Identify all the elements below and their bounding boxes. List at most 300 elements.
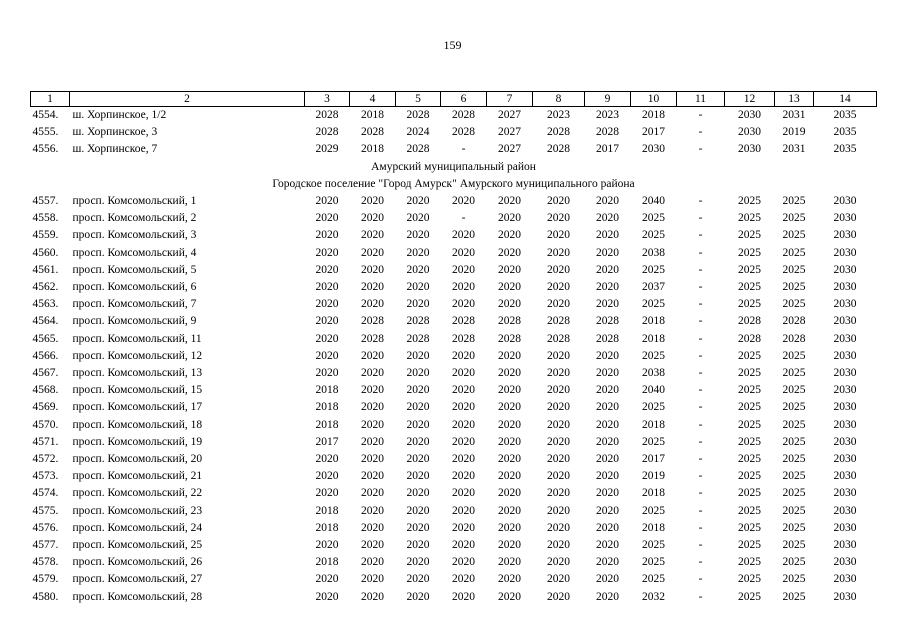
year-cell: 2020 — [406, 418, 430, 431]
year-cell: 2020 — [315, 246, 339, 259]
year-cell: 2028 — [738, 315, 761, 328]
year-cell: 2023 — [596, 109, 619, 121]
year-cell: 2020 — [361, 298, 384, 311]
year-cell: 2025 — [782, 384, 806, 397]
year-cell: 2025 — [782, 246, 806, 259]
year-cell: 2020 — [547, 590, 570, 603]
year-cell: 2020 — [596, 263, 619, 276]
header-cell: 6 — [441, 92, 487, 107]
year-cell: 2025 — [782, 435, 806, 448]
year-cell: 2030 — [833, 298, 857, 311]
table-row — [31, 331, 877, 348]
year-cell: 2025 — [782, 487, 806, 500]
year-cell: 2020 — [498, 573, 521, 586]
year-cell: - — [698, 229, 703, 242]
row-number: 4568. — [32, 384, 59, 397]
year-cell: 2025 — [642, 504, 665, 517]
year-cell: 2025 — [782, 573, 806, 586]
year-cell: 2020 — [498, 349, 521, 362]
table-row — [31, 468, 877, 485]
year-cell: 2020 — [361, 401, 384, 414]
year-cell: 2025 — [642, 298, 665, 311]
year-cell: 2025 — [642, 212, 665, 225]
year-cell: 2020 — [498, 470, 521, 483]
year-cell: 2020 — [547, 453, 570, 466]
year-cell: 2020 — [406, 539, 430, 552]
year-cell: 2025 — [782, 212, 806, 225]
address-cell: просп. Комсомольский, 12 — [72, 349, 203, 362]
year-cell: 2025 — [738, 298, 761, 311]
year-cell: 2025 — [782, 418, 806, 431]
year-cell: 2020 — [361, 521, 384, 534]
year-cell: 2030 — [833, 504, 857, 517]
year-cell: - — [698, 349, 703, 362]
address-cell: просп. Комсомольский, 1 — [72, 195, 197, 208]
row-number: 4566. — [32, 349, 59, 362]
year-cell: 2020 — [498, 521, 521, 534]
year-cell: 2020 — [406, 573, 430, 586]
address-cell: просп. Комсомольский, 15 — [72, 384, 203, 397]
year-cell: 2038 — [642, 246, 665, 259]
year-cell: 2020 — [361, 435, 384, 448]
year-cell: 2020 — [315, 332, 339, 345]
year-cell: 2020 — [596, 418, 619, 431]
address-cell: просп. Комсомольский, 11 — [72, 332, 202, 345]
year-cell: 2020 — [361, 195, 384, 208]
table-row — [31, 571, 877, 588]
row-number: 4559. — [32, 229, 59, 242]
year-cell: 2030 — [738, 109, 761, 121]
year-cell: 2028 — [547, 315, 570, 328]
year-cell: 2020 — [361, 418, 384, 431]
year-cell: 2035 — [833, 143, 857, 156]
year-cell: - — [698, 590, 703, 603]
year-cell: 2018 — [361, 143, 384, 156]
year-cell: 2038 — [642, 367, 665, 380]
year-cell: 2025 — [642, 539, 665, 552]
year-cell: 2030 — [833, 401, 857, 414]
year-cell: 2028 — [452, 332, 475, 345]
year-cell: 2018 — [642, 487, 665, 500]
year-cell: - — [698, 315, 703, 328]
year-cell: 2040 — [642, 384, 665, 397]
header-cell: 9 — [585, 92, 631, 107]
section-row — [31, 159, 877, 176]
year-cell: 2028 — [782, 315, 806, 328]
year-cell: 2020 — [315, 298, 339, 311]
year-cell: 2020 — [498, 367, 521, 380]
year-cell: 2025 — [738, 212, 761, 225]
header-cell: 2 — [70, 92, 305, 107]
year-cell: 2020 — [452, 281, 475, 294]
year-cell: 2020 — [547, 229, 570, 242]
year-cell: 2020 — [315, 590, 339, 603]
year-cell: 2035 — [833, 126, 857, 139]
address-cell: просп. Комсомольский, 26 — [72, 556, 203, 569]
year-cell: 2020 — [361, 539, 384, 552]
year-cell: 2028 — [547, 332, 570, 345]
year-cell: 2020 — [498, 246, 521, 259]
year-cell: 2032 — [642, 590, 665, 603]
year-cell: 2020 — [596, 384, 619, 397]
year-cell: 2020 — [315, 195, 339, 208]
year-cell: 2028 — [406, 315, 430, 328]
row-number: 4556. — [32, 143, 59, 156]
year-cell: 2025 — [782, 521, 806, 534]
year-cell: 2020 — [406, 195, 430, 208]
year-cell: 2020 — [406, 263, 430, 276]
year-cell: 2020 — [361, 487, 384, 500]
year-cell: 2030 — [833, 212, 857, 225]
year-cell: 2023 — [547, 109, 570, 121]
year-cell: 2030 — [833, 281, 857, 294]
year-cell: 2025 — [738, 367, 761, 380]
year-cell: 2025 — [782, 539, 806, 552]
table-row — [31, 279, 877, 296]
year-cell: 2030 — [642, 143, 665, 156]
address-cell: просп. Комсомольский, 6 — [72, 281, 197, 294]
year-cell: 2035 — [833, 109, 857, 121]
year-cell: 2030 — [833, 384, 857, 397]
year-cell: 2020 — [596, 487, 619, 500]
year-cell: 2030 — [833, 435, 857, 448]
year-cell: - — [698, 401, 703, 414]
row-number: 4576. — [32, 521, 59, 534]
address-cell: просп. Комсомольский, 22 — [72, 487, 203, 500]
year-cell: 2028 — [361, 332, 384, 345]
row-number: 4573. — [32, 470, 59, 483]
year-cell: 2028 — [406, 332, 430, 345]
year-cell: 2025 — [782, 298, 806, 311]
year-cell: - — [698, 487, 703, 500]
year-cell: 2040 — [642, 195, 665, 208]
year-cell: 2025 — [738, 539, 761, 552]
header-cell: 8 — [533, 92, 585, 107]
year-cell: 2030 — [833, 332, 857, 345]
year-cell: 2030 — [833, 246, 857, 259]
year-cell: 2030 — [833, 367, 857, 380]
year-cell: 2020 — [498, 418, 521, 431]
year-cell: 2025 — [782, 453, 806, 466]
table-row — [31, 193, 877, 210]
row-number: 4569. — [32, 401, 59, 414]
year-cell: 2030 — [833, 229, 857, 242]
year-cell: 2028 — [452, 315, 475, 328]
table-row — [31, 503, 877, 520]
address-cell: ш. Хорпинское, 3 — [72, 126, 158, 139]
year-cell: 2020 — [315, 573, 339, 586]
year-cell: 2020 — [406, 298, 430, 311]
year-cell: 2020 — [547, 281, 570, 294]
table-row — [31, 348, 877, 365]
year-cell: 2020 — [406, 281, 430, 294]
year-cell: - — [698, 143, 703, 156]
year-cell: 2020 — [452, 521, 475, 534]
year-cell: 2025 — [738, 418, 761, 431]
row-number: 4563. — [32, 298, 59, 311]
year-cell: 2020 — [406, 212, 430, 225]
year-cell: 2020 — [406, 435, 430, 448]
row-number: 4572. — [32, 453, 59, 466]
address-cell: просп. Комсомольский, 4 — [72, 246, 197, 259]
year-cell: - — [698, 281, 703, 294]
year-cell: 2020 — [596, 504, 619, 517]
year-cell: 2028 — [547, 143, 570, 156]
year-cell: - — [698, 246, 703, 259]
year-cell: 2020 — [596, 590, 619, 603]
table-row — [31, 382, 877, 399]
year-cell: 2020 — [406, 246, 430, 259]
year-cell: 2020 — [498, 195, 521, 208]
year-cell: 2020 — [596, 298, 619, 311]
year-cell: 2025 — [642, 573, 665, 586]
year-cell: 2020 — [596, 401, 619, 414]
year-cell: 2020 — [547, 521, 570, 534]
year-cell: 2020 — [498, 212, 521, 225]
year-cell: 2031 — [782, 143, 806, 156]
year-cell: 2020 — [498, 435, 521, 448]
year-cell: 2020 — [596, 246, 619, 259]
year-cell: 2020 — [452, 367, 475, 380]
year-cell: 2028 — [406, 109, 430, 121]
year-cell: - — [698, 504, 703, 517]
year-cell: 2030 — [833, 556, 857, 569]
year-cell: 2020 — [547, 384, 570, 397]
year-cell: 2018 — [315, 556, 339, 569]
year-cell: - — [698, 573, 703, 586]
year-cell: 2030 — [833, 418, 857, 431]
row-number: 4577. — [32, 539, 59, 552]
year-cell: 2025 — [642, 556, 665, 569]
year-cell: 2020 — [361, 384, 384, 397]
year-cell: 2020 — [498, 487, 521, 500]
year-cell: 2020 — [361, 590, 384, 603]
year-cell: 2020 — [498, 539, 521, 552]
year-cell: 2018 — [315, 504, 339, 517]
year-cell: - — [698, 435, 703, 448]
year-cell: 2020 — [452, 504, 475, 517]
year-cell: 2020 — [315, 263, 339, 276]
year-cell: 2030 — [833, 263, 857, 276]
year-cell: 2020 — [596, 470, 619, 483]
year-cell: 2031 — [782, 109, 806, 121]
year-cell: 2028 — [498, 315, 521, 328]
year-cell: 2018 — [642, 418, 665, 431]
year-cell: 2024 — [406, 126, 430, 139]
row-number: 4578. — [32, 556, 59, 569]
year-cell: 2020 — [452, 401, 475, 414]
year-cell: 2018 — [642, 332, 665, 345]
header-cell: 5 — [396, 92, 441, 107]
year-cell: 2017 — [596, 143, 619, 156]
year-cell: 2020 — [547, 401, 570, 414]
year-cell: 2025 — [738, 590, 761, 603]
year-cell: 2020 — [315, 453, 339, 466]
year-cell: 2017 — [642, 126, 665, 139]
table-row — [31, 554, 877, 571]
table-row — [31, 520, 877, 537]
year-cell: 2020 — [498, 453, 521, 466]
year-cell: 2030 — [833, 573, 857, 586]
year-cell: 2025 — [738, 263, 761, 276]
year-cell: 2020 — [452, 573, 475, 586]
year-cell: 2025 — [738, 384, 761, 397]
schedule-table — [30, 91, 877, 606]
year-cell: 2025 — [738, 349, 761, 362]
year-cell: 2025 — [782, 367, 806, 380]
year-cell: - — [698, 298, 703, 311]
year-cell: 2025 — [738, 487, 761, 500]
year-cell: 2020 — [315, 470, 339, 483]
section-title: Городское поселение "Город Амурск" Амурского муниципального района — [272, 177, 635, 190]
year-cell: 2020 — [361, 229, 384, 242]
table-row — [31, 262, 877, 279]
address-cell: просп. Комсомольский, 23 — [72, 504, 203, 517]
year-cell: 2020 — [596, 556, 619, 569]
year-cell: 2020 — [498, 298, 521, 311]
year-cell: 2030 — [833, 521, 857, 534]
row-number: 4574. — [32, 487, 59, 500]
row-number: 4561. — [32, 263, 59, 276]
year-cell: 2028 — [782, 332, 806, 345]
year-cell: 2025 — [738, 195, 761, 208]
table-row — [31, 107, 877, 125]
year-cell: 2020 — [452, 590, 475, 603]
year-cell: - — [698, 521, 703, 534]
year-cell: 2025 — [738, 504, 761, 517]
year-cell: 2025 — [738, 573, 761, 586]
year-cell: 2030 — [833, 590, 857, 603]
year-cell: 2020 — [406, 384, 430, 397]
year-cell: 2020 — [547, 367, 570, 380]
year-cell: 2020 — [596, 453, 619, 466]
year-cell: - — [461, 212, 466, 225]
year-cell: 2030 — [833, 470, 857, 483]
year-cell: 2019 — [642, 470, 665, 483]
year-cell: 2025 — [782, 556, 806, 569]
year-cell: 2030 — [833, 315, 857, 328]
year-cell: 2020 — [452, 298, 475, 311]
year-cell: 2028 — [498, 332, 521, 345]
year-cell: 2020 — [452, 453, 475, 466]
year-cell: 2020 — [361, 573, 384, 586]
year-cell: 2020 — [547, 298, 570, 311]
row-number: 4555. — [32, 126, 59, 139]
year-cell: 2025 — [738, 246, 761, 259]
year-cell: 2020 — [452, 263, 475, 276]
table-row — [31, 296, 877, 313]
year-cell: - — [698, 195, 703, 208]
year-cell: 2030 — [833, 453, 857, 466]
table-header — [31, 92, 877, 107]
year-cell: 2020 — [452, 195, 475, 208]
year-cell: 2020 — [498, 384, 521, 397]
year-cell: 2028 — [452, 109, 475, 121]
table-row — [31, 537, 877, 554]
year-cell: 2020 — [406, 349, 430, 362]
address-cell: просп. Комсомольский, 21 — [72, 470, 203, 483]
year-cell: 2020 — [361, 349, 384, 362]
year-cell: 2028 — [315, 126, 339, 139]
year-cell: 2020 — [361, 453, 384, 466]
year-cell: 2020 — [547, 504, 570, 517]
table-row — [31, 227, 877, 244]
year-cell: 2025 — [782, 401, 806, 414]
address-cell: просп. Комсомольский, 2 — [72, 212, 197, 225]
year-cell: 2027 — [498, 109, 521, 121]
year-cell: 2020 — [315, 281, 339, 294]
year-cell: 2027 — [498, 143, 521, 156]
address-cell: просп. Комсомольский, 5 — [72, 263, 197, 276]
year-cell: 2025 — [738, 470, 761, 483]
year-cell: 2028 — [596, 332, 619, 345]
year-cell: 2025 — [782, 263, 806, 276]
address-cell: просп. Комсомольский, 18 — [72, 418, 203, 431]
year-cell: 2020 — [406, 229, 430, 242]
table-row — [31, 417, 877, 434]
year-cell: 2020 — [452, 229, 475, 242]
year-cell: 2025 — [782, 229, 806, 242]
year-cell: 2025 — [738, 229, 761, 242]
year-cell: 2020 — [361, 263, 384, 276]
year-cell: 2030 — [833, 487, 857, 500]
year-cell: 2025 — [642, 435, 665, 448]
year-cell: 2025 — [782, 504, 806, 517]
header-cell: 11 — [677, 92, 725, 107]
year-cell: - — [698, 263, 703, 276]
year-cell: 2020 — [452, 349, 475, 362]
year-cell: 2020 — [406, 521, 430, 534]
year-cell: 2020 — [547, 487, 570, 500]
year-cell: 2025 — [642, 229, 665, 242]
year-cell: 2020 — [547, 573, 570, 586]
table-row — [31, 365, 877, 382]
year-cell: 2030 — [833, 539, 857, 552]
year-cell: 2018 — [642, 521, 665, 534]
year-cell: 2020 — [315, 487, 339, 500]
year-cell: 2028 — [738, 332, 761, 345]
year-cell: 2018 — [315, 401, 339, 414]
year-cell: 2025 — [738, 281, 761, 294]
year-cell: - — [698, 418, 703, 431]
year-cell: 2020 — [406, 590, 430, 603]
row-number: 4554. — [32, 109, 59, 121]
year-cell: 2028 — [596, 126, 619, 139]
year-cell: 2020 — [596, 212, 619, 225]
year-cell: 2020 — [596, 349, 619, 362]
year-cell: - — [698, 367, 703, 380]
year-cell: 2025 — [782, 590, 806, 603]
year-cell: 2020 — [547, 556, 570, 569]
year-cell: 2020 — [452, 384, 475, 397]
row-number: 4565. — [32, 332, 59, 345]
year-cell: 2020 — [596, 229, 619, 242]
year-cell: 2018 — [315, 521, 339, 534]
header-cell: 4 — [350, 92, 396, 107]
address-cell: ш. Хорпинское, 1/2 — [72, 109, 167, 121]
header-cell: 3 — [305, 92, 350, 107]
year-cell: 2020 — [452, 435, 475, 448]
year-cell: 2025 — [738, 556, 761, 569]
year-cell: 2030 — [738, 143, 761, 156]
year-cell: 2025 — [782, 195, 806, 208]
year-cell: 2025 — [782, 470, 806, 483]
year-cell: 2020 — [596, 539, 619, 552]
year-cell: 2020 — [498, 281, 521, 294]
year-cell: - — [698, 109, 703, 121]
year-cell: 2020 — [498, 401, 521, 414]
table-row — [31, 434, 877, 451]
